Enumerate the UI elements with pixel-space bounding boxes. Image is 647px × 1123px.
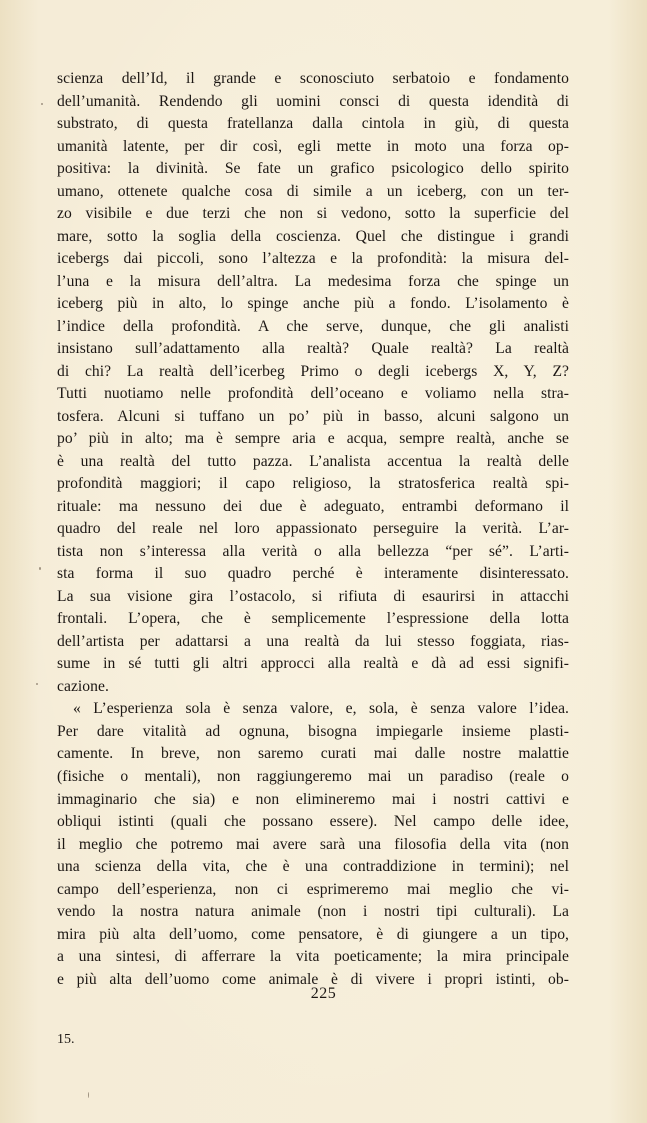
paper-speck [36,683,38,685]
text-line: mira più alta dell’uomo, come pensatore, è di giungere a un tipo, [57,925,569,943]
text-line: umanità latente, per dir così, egli mette in moto una forza op- [57,137,569,155]
body-text [57,68,569,991]
text-line: tosfera. Alcuni si tuffano un po’ più in basso, alcuni salgono un [57,407,569,425]
text-line: tista non s’interessa alla verità o alla bellezza “per sé”. L’arti- [57,542,569,560]
paper-speck [41,103,43,105]
text-line: (fisiche o mentali), non raggiungeremo mai un paradiso (reale o [57,767,569,785]
paper-speck [88,1092,89,1098]
text-line: campo dell’esperienza, non ci esprimeremo mai meglio che vi- [57,880,569,898]
text-line: profondità maggiori; il capo religioso, la stratosferica realtà spi- [57,475,569,493]
page-number: 225 [310,985,337,1002]
text-line: dell’umanità. Rendendo gli uomini consci di questa idendità di [57,92,569,110]
text-line: è una realtà del tutto pazza. L’analista accentua la realtà delle [57,452,569,470]
signature-mark: 15. [57,1032,75,1047]
text-line: camente. In breve, non saremo curati mai dalle nostre malattie [57,745,569,763]
text-line: frontali. L’opera, che è semplicemente l’espressione della lotta [57,610,569,628]
text-line: cazione. [57,677,109,695]
text-line: immaginario che sia) e non elimineremo mai i nostri cattivi e [57,790,569,808]
text-line: di chi? La realtà dell’icerbeg Primo o degli icebergs X, Y, Z? [57,362,569,380]
text-line: sta forma il suo quadro perché è interamente disinteressato. [57,565,569,583]
text-line: obliqui istinti (quali che possano essere). Nel campo delle idee, [57,813,569,831]
text-line: zo visibile e due terzi che non si vedono, sotto la superficie del [57,205,569,223]
text-line: substrato, di questa fratellanza dalla cintola in giù, di questa [57,115,569,133]
text-line: rituale: ma nessuno dei due è adeguato, entrambi deformano il [57,497,569,515]
text-line: scienza dell’Id, il grande e sconosciuto serbatoio e fondamento [57,70,569,87]
text-line: quadro del reale nel loro appassionato perseguire la verità. L’ar- [57,520,569,538]
text-line: La sua visione gira l’ostacolo, si rifiuta di esaurirsi in attacchi [57,587,569,605]
text-line: umano, ottenete qualche cosa di simile a un iceberg, con un ter- [57,182,569,200]
text-line: vendo la nostra natura animale (non i nostri tipi culturali). La [57,903,569,921]
text-line: insistano sull’adattamento alla realtà? Quale realtà? La realtà [57,340,569,358]
text-line: Tutti nuotiamo nelle profondità dell’oceano e voliamo nella stra- [57,385,569,403]
text-line: sume in sé tutti gli altri approcci alla realtà e dà ad essi signifi- [57,655,569,673]
text-line: dell’artista per adattarsi a una realtà da lui stesso foggiata, rias- [57,632,569,650]
text-line: mare, sotto la soglia della coscienza. Quel che distingue i grandi [57,227,569,245]
text-line: a una sintesi, di afferrare la vita poeticamente; la mira principale [57,948,569,966]
text-line: il meglio che potremo mai avere sarà una filosofia della vita (non [57,835,569,853]
text-line: positiva: la divinità. Se fate un grafico psicologico dello spirito [57,160,569,178]
text-line: iceberg più in alto, lo spinge anche più a fondo. L’isolamento è [57,295,569,313]
text-line: l’una e la misura dell’altra. La medesima forza che spinge un [57,272,569,290]
text-line: e più alta dell’uomo come animale è di vivere i propri istinti, ob- [57,970,569,988]
text-line: una scienza della vita, che è una contraddizione in termini); nel [57,858,569,876]
text-line: l’indice della profondità. A che serve, dunque, che gli analisti [57,317,569,335]
text-line: icebergs dai piccoli, sono l’altezza e la profondità: la misura del- [57,250,569,268]
paper-speck [39,567,41,570]
text-line: « L’esperienza sola è senza valore, e, sola, è senza valore l’idea. [73,700,569,718]
text-line: Per dare vitalità ad ognuna, bisogna impiegarle insieme plasti- [57,722,569,740]
text-line: po’ più in alto; ma è sempre aria e acqua, sempre realtà, anche se [57,430,569,448]
